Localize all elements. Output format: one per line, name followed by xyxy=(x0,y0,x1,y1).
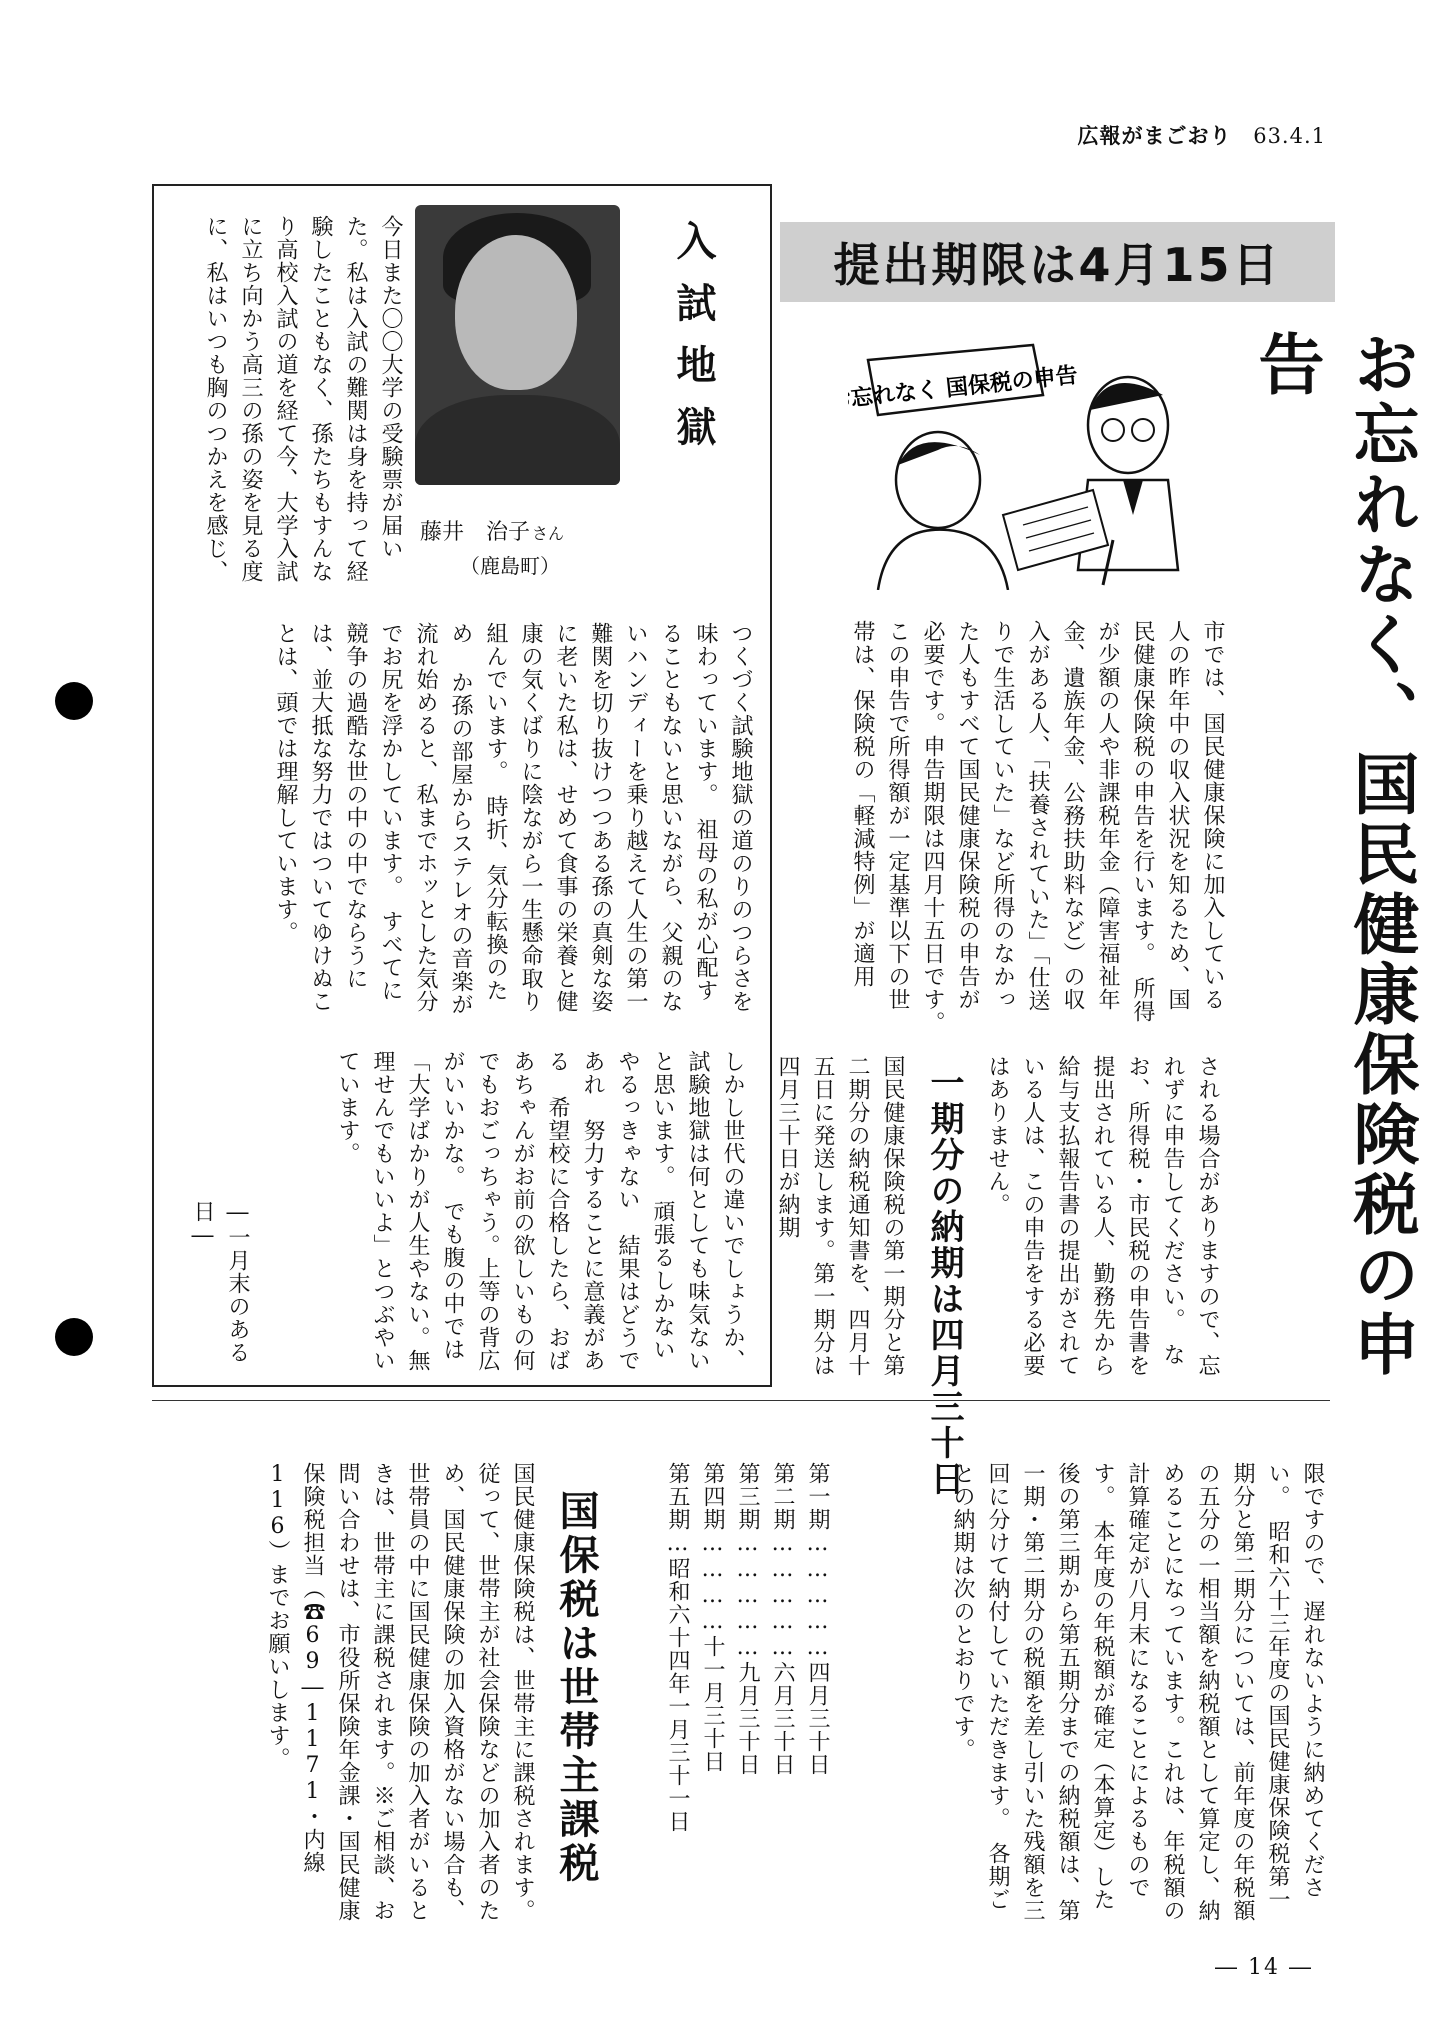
payment-schedule xyxy=(625,1462,835,1932)
deadline-banner xyxy=(780,222,1335,302)
author-name xyxy=(420,515,564,546)
essay-paragraph-top: 今日また〇〇大学の受験票が届いた。私は入試の難関は身を持って経験したこともなく、孫たちもすんなり高校入試の道を経て今、大学入試に立ち向かう高三の孫の姿を見る度に、私はいつも胸のつかえを感じ、 xyxy=(203,215,403,583)
section-divider xyxy=(152,1400,1330,1401)
deadline-text: 提出期限は4月15日 xyxy=(833,238,1282,292)
publication-name: 広報がまごおり xyxy=(1077,124,1232,148)
author-name-text: 藤井 治子 xyxy=(420,520,531,545)
subhead-household: 国保税は世帯主課税 xyxy=(553,1490,599,1886)
author-suffix: さん xyxy=(532,524,565,543)
schedule-item: 第三期……………九月三十日 xyxy=(735,1462,760,1776)
tax-headline: お忘れなく、国民健康保険税の申告 xyxy=(1247,330,1419,1380)
contact-info: ※ご相談、お問い合わせは、市役所保険年金課・国民健康保険税担当（☎69―1171・内線116）までお願いします。 xyxy=(265,1462,395,1922)
household-tax-body: 国民健康保険税は、世帯主に課税されます。従って、世帯主が社会保険などの加入者のため、国民健康保険の加入資格がない場合も、世帯員の中に国民健康保険の加入者がいるときは、世帯主に課税されます。 xyxy=(370,1462,535,1922)
author-photo xyxy=(415,205,620,485)
household-tax-text xyxy=(265,1462,540,1932)
schedule-item: 第四期…………十一月三十日 xyxy=(700,1462,725,1773)
essay-signature: ―一月末のある日― xyxy=(190,1200,250,1364)
schedule-item: 第一期……………四月三十日 xyxy=(805,1462,830,1776)
illustration-caption: お忘れなく 国保税の申告 xyxy=(848,363,1079,414)
essay-paragraph-lower: しかし世代の違いでしょうか、試験地獄は何としても味気ないと思います。 頑張るしかない やるっきゃない 結果はどうであれ 努力することに意義がある 希望校に合格したら、おばあちゃんがお前の欲しいもの何でもおごっちゃう。上等の背広がいいかな。 でも腹の中では「大学ばかりが人生やない。無理せんでもいいよ」とつぶやいています。 xyxy=(335,1050,745,1384)
tax-intro: 市では、国民健康保険に加入している人の昨年中の収入状況を知るため、国民健康保険税の申告を行います。 所得が少額の人や非課税年金（障害福祉年金、遺族年金、公務扶助料など）の収入がある人、「扶養されていた」「仕送りで生活していた」など所得のなかった人もすべて国民健康保険税の申告が必要です。申告期限は四月十五日です。 この申告で所得額が一定基準以下の世帯は、保険税の「軽減特例」が適用 xyxy=(850,620,1225,1046)
binder-hole xyxy=(55,682,93,720)
subhead-first-term-text: 一期分の納期は四月三十日 xyxy=(924,1065,964,1497)
essay-title: 入試地獄 xyxy=(670,220,716,468)
subhead-first-term xyxy=(920,1065,969,1497)
payment-notice: 国民健康保険税の第一期分と第二期分の納税通知書を、四月十五日に発送します。第一期分は四月三十日が納期 xyxy=(775,1055,905,1377)
tax-illustration xyxy=(848,340,1188,590)
essay-paragraph-middle: つくづく試験地獄の道のりのつらさを味わっています。 祖母の私が心配することもないと思いながら、父親のないハンディーを乗り越えて人生の第一難関を切り抜けつつある孫の真剣な姿に老いた私は、せめて食事の栄養と健康の気くばりに陰ながら一生懸命取り組んでいます。 時折、気分転換のため か孫の部屋からステレオの音楽が流れ始めると、私までホッとした気分でお尻を浮かしています。 すべてに競争の過酷な世の中の中でならうには、並大抵な努力ではついてゆけぬことは、頭では理解しています。 xyxy=(273,622,753,1016)
binder-hole xyxy=(55,1318,93,1356)
page-header xyxy=(1078,120,1326,150)
payment-details: 限ですので、遅れないように納めてください。 昭和六十三年度の国民健康保険税第一期分と第二期分については、前年度の年税額の五分の一相当額を納税額として算定し、納めることになっています。これは、年税額の計算確定が八月末になることによるものです。 本年度の年税額が確定（本算定）した後の第三期から第五期分までの納税額は、第一期・第二期分の税額を差し引いた残額を三回に分けて納付していただきます。 各期ごとの納期は次のとおりです。 xyxy=(950,1462,1325,1922)
schedule-item: 第五期…昭和六十四年一月三十一日 xyxy=(665,1462,690,1833)
schedule-item: 第二期……………六月三十日 xyxy=(770,1462,795,1776)
issue-date: 63.4.1 xyxy=(1253,124,1326,148)
tax-intro-continued: される場合がありますので、忘れずに申告してください。 なお、所得税・市民税の申告書を提出されている人、勤務先から給与支払報告書の提出がされている人は、この申告をする必要はありません。 xyxy=(985,1055,1220,1377)
author-town: （鹿島町） xyxy=(460,554,560,578)
page-number: ― 14 ― xyxy=(1215,1955,1313,1980)
